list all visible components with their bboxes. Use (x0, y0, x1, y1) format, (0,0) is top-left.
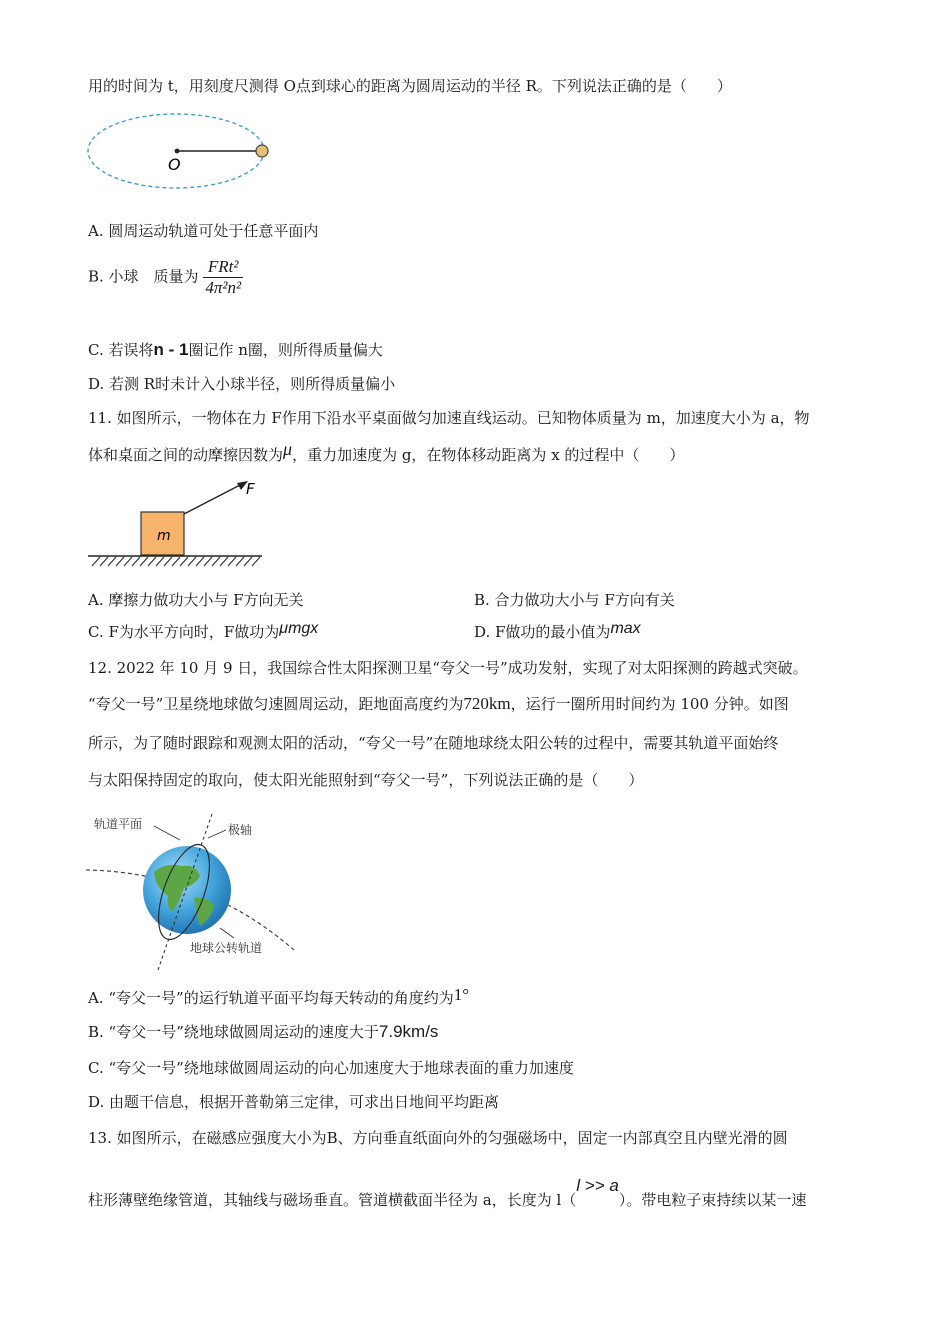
q12-stem-line2 (88, 694, 789, 714)
q12-earth-globe (143, 846, 231, 934)
q13-stem-line2-suffix: ）。带电粒子束持续以某一速 (618, 1191, 807, 1209)
q12-height-value: 720km (463, 694, 511, 713)
q11-option-c (88, 622, 318, 643)
q10-label-O: O (168, 155, 181, 174)
q12-stem-line4: 与太阳保持固定的取向，使太阳光能照射到“夸父一号”，下列说法正确的是（ ） (88, 771, 644, 789)
q10-circular-motion-figure (84, 110, 284, 192)
q10-option-a: A. 圆周运动轨道可处于任意平面内 (88, 222, 319, 240)
q10-option-b (88, 257, 243, 298)
q11-force-arrow (184, 484, 242, 514)
q10-ball (256, 145, 268, 157)
q10-option-c-expr: n - 1 (153, 340, 189, 359)
q10-center-point (175, 149, 180, 154)
q12-stem-line3: 所示，为了随时跟踪和观测太阳的活动，“夸父一号”在随地球绕太阳公转的过程中，需要其轨道平面始终 (88, 734, 779, 752)
q10-option-c (88, 340, 383, 360)
q12-stem-line2-prefix: “夸父一号”卫星绕地球做匀速圆周运动，距地面高度约为 (88, 695, 464, 713)
q10-option-b-denominator: 4π²n² (205, 278, 242, 297)
q10-option-d: D. 若测 R时未计入小球半径，则所得质量偏小 (88, 375, 396, 393)
q11-option-d (474, 622, 641, 643)
q12-axis-pointer (208, 830, 226, 838)
q12-option-b (88, 1022, 438, 1042)
q12-earth-orbit-figure (84, 810, 304, 972)
q11-label-m: m (157, 528, 171, 544)
q10-option-b-fraction (203, 257, 243, 298)
q11-option-c-prefix: C. F为水平方向时，F做功为 (88, 623, 280, 641)
q11-option-a: A. 摩擦力做功大小与 F方向无关 (88, 591, 304, 609)
q11-option-d-prefix: D. F做功的最小值为 (474, 623, 611, 641)
q12-option-b-value: 7.9km/s (378, 1022, 439, 1041)
q11-stem-line2-prefix: 体和桌面之间的动摩擦因数为 (88, 446, 284, 464)
q12-option-a-prefix: A. “夸父一号”的运行轨道平面平均每天转动的角度约为 (88, 989, 454, 1007)
q12-stem-line1: 12. 2022 年 10 月 9 日，我国综合性太阳探测卫星“夸父一号”成功发射，实现了对太阳探测的跨越式突破。 (88, 659, 808, 677)
q12-option-b-prefix: B. “夸父一号”绕地球做圆周运动的速度大于 (88, 1023, 379, 1041)
q12-label-earth-orbit: 地球公转轨道 (190, 941, 263, 955)
q10-option-c-suffix: 圈记作 n圈，则所得质量偏大 (188, 341, 383, 359)
q11-option-b: B. 合力做功大小与 F方向有关 (474, 591, 675, 609)
q11-label-F: F (246, 480, 255, 498)
q11-block-figure (84, 476, 266, 568)
q12-orbit-plane-pointer (154, 826, 180, 840)
q12-stem-line2-suffix: ，运行一圈所用时间约为 100 分钟。如图 (510, 695, 789, 713)
q10-option-b-prefix: B. 小球 质量为 (88, 267, 199, 286)
q13-stem-line2 (88, 1176, 807, 1210)
q11-option-c-expr: μmgx (279, 620, 319, 637)
q12-option-c: C. “夸父一号”绕地球做圆周运动的向心加速度大于地球表面的重力加速度 (88, 1059, 574, 1077)
q11-stem-line2 (88, 439, 685, 465)
q11-stem-line1: 11. 如图所示，一物体在力 F作用下沿水平桌面做匀加速直线运动。已知物体质量为 m，加速度大小为 a，物 (88, 409, 810, 427)
q11-stem-line2-suffix: ，重力加速度为 g，在物体移动距离为 x 的过程中（ ） (292, 446, 685, 464)
q11-ground-hatching (92, 557, 260, 566)
q12-option-a-value: 1° (453, 985, 470, 1004)
q12-option-a (88, 985, 470, 1008)
q10-stem-tail: 用的时间为 t，用刻度尺测得 O点到球心的距离为圆周运动的半径 R。下列说法正确的是（ ） (88, 77, 732, 95)
q11-mu-symbol: μ (283, 439, 293, 459)
q12-label-polar-axis: 极轴 (228, 823, 253, 837)
q11-option-d-expr: max (610, 620, 641, 637)
q13-stem-line1: 13. 如图所示，在磁感应强度大小为B、方向垂直纸面向外的匀强磁场中，固定一内部真空且内壁光滑的圆 (88, 1129, 788, 1147)
q10-option-c-prefix: C. 若误将 (88, 341, 154, 359)
q12-label-orbit-plane: 轨道平面 (94, 817, 143, 831)
q10-option-b-numerator: FRt² (203, 257, 243, 278)
q13-stem-line2-prefix: 柱形薄壁绝缘管道，其轴线与磁场垂直。管道横截面半径为 a，长度为 l（ (88, 1191, 577, 1209)
q13-l-much-greater-a: l >> a (576, 1176, 619, 1195)
q12-earth-orbit-pointer (220, 928, 234, 938)
q12-option-d: D. 由题干信息，根据开普勒第三定律，可求出日地间平均距离 (88, 1093, 500, 1111)
